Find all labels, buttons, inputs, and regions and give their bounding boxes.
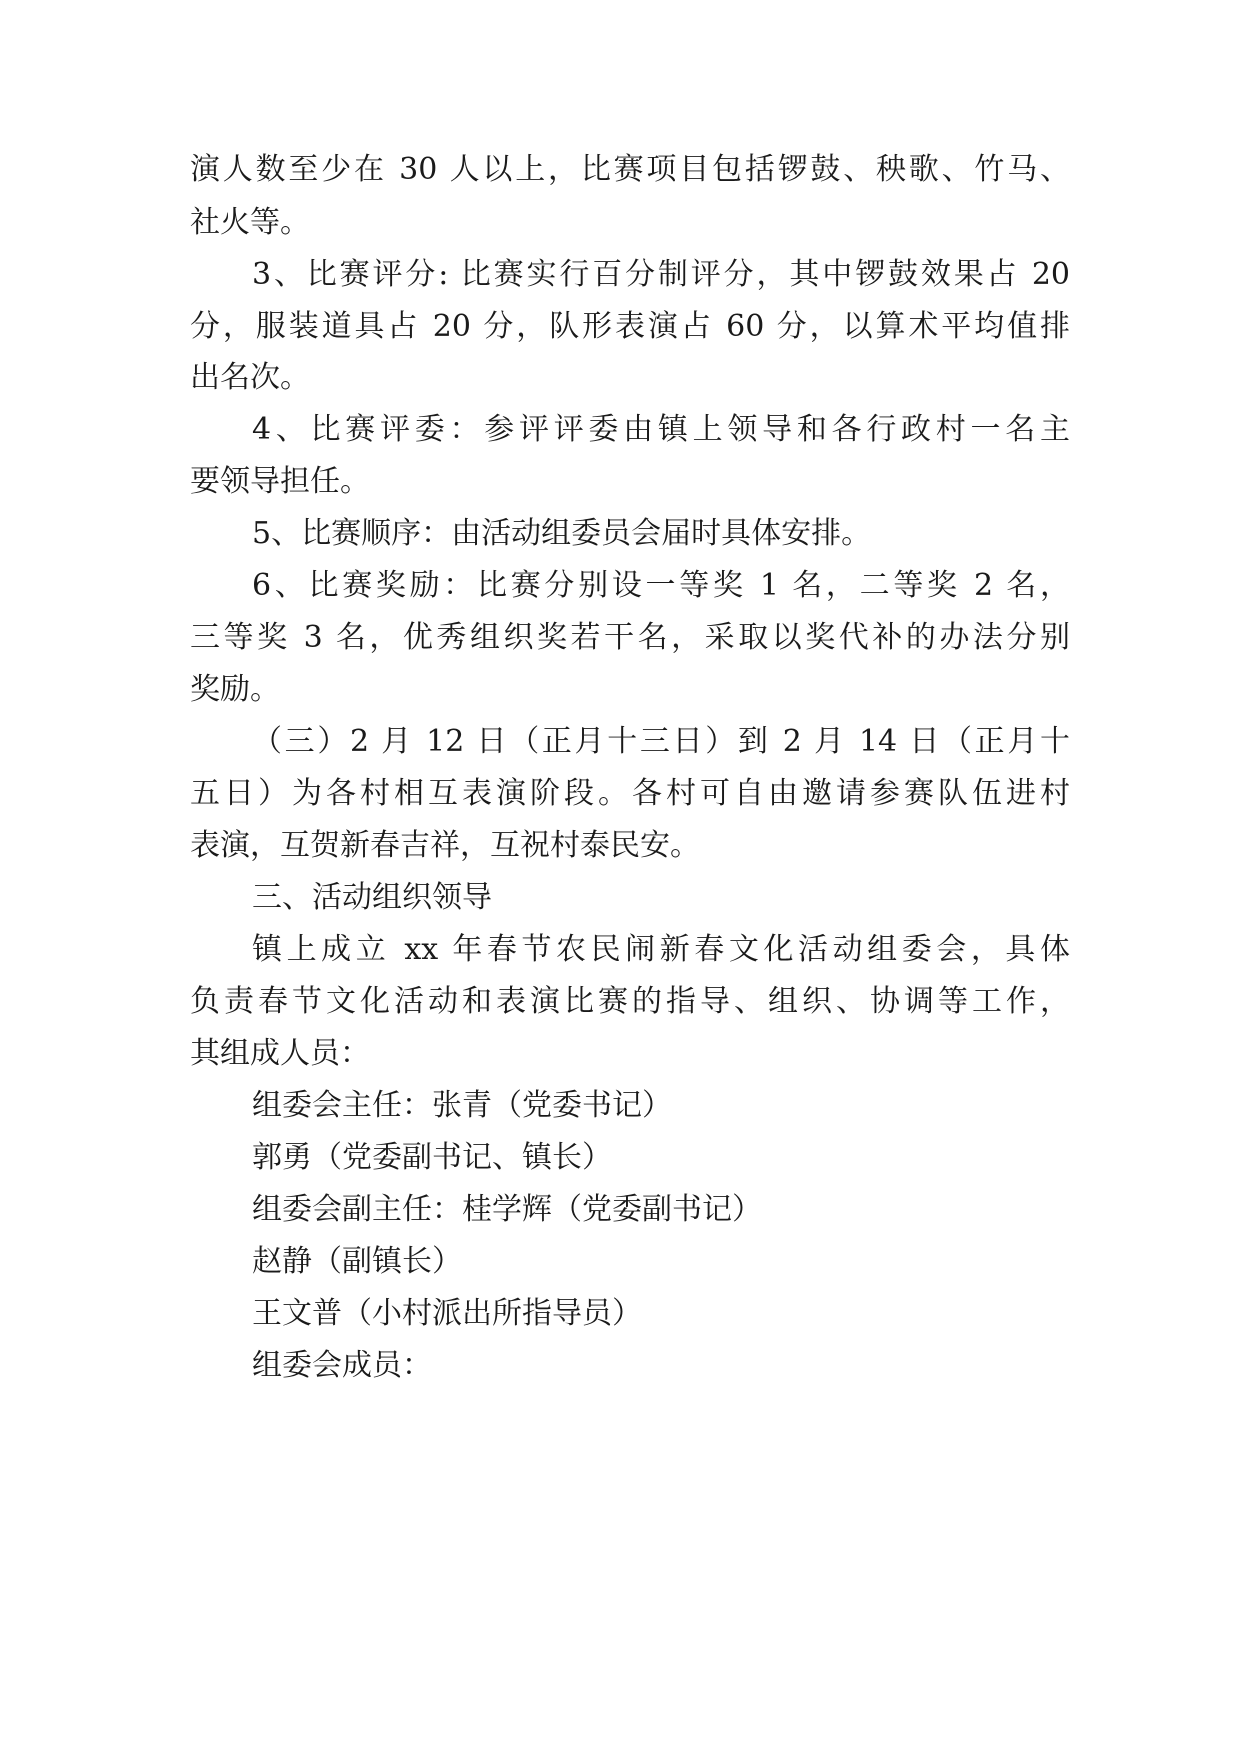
organization-line-3: 其组成人员： [190, 1036, 370, 1071]
judges-line-1: 4、比赛评委：参评评委由镇上领导和各行政村一名主 [252, 412, 1070, 447]
stage-three-line-2: 五日）为各村相互表演阶段。各村可自由邀请参赛队伍进村 [190, 776, 1070, 811]
scoring-line-3: 出名次。 [190, 360, 310, 395]
scoring-line-2: 分，服装道具占 20 分，队形表演占 60 分，以算术平均值排 [190, 309, 1070, 344]
stage-three-line-1: （三）2 月 12 日（正月十三日）到 2 月 14 日（正月十 [252, 724, 1070, 759]
awards-line-1: 6、比赛奖励：比赛分别设一等奖 1 名，二等奖 2 名， [252, 568, 1070, 603]
member-line-zhao: 赵静（副镇长） [252, 1244, 462, 1279]
paragraph-line-2: 社火等。 [190, 205, 310, 240]
members-heading: 组委会成员： [252, 1348, 432, 1383]
member-line-guo: 郭勇（党委副书记、镇长） [252, 1140, 612, 1175]
awards-line-2: 三等奖 3 名，优秀组织奖若干名，采取以奖代补的办法分别 [190, 620, 1070, 655]
stage-three-line-3: 表演，互贺新春吉祥，互祝村泰民安。 [190, 828, 700, 863]
deputy-director-line: 组委会副主任：桂学辉（党委副书记） [252, 1192, 762, 1227]
paragraph-line-1: 演人数至少在 30 人以上，比赛项目包括锣鼓、秧歌、竹马、 [190, 152, 1070, 187]
awards-line-3: 奖励。 [190, 672, 280, 707]
scoring-line-1: 3、比赛评分: 比赛实行百分制评分，其中锣鼓效果占 20 [252, 257, 1070, 292]
director-line: 组委会主任：张青（党委书记） [252, 1088, 672, 1123]
member-line-wang: 王文普（小村派出所指导员） [252, 1296, 642, 1331]
organization-line-1: 镇上成立 xx 年春节农民闹新春文化活动组委会，具体 [252, 932, 1070, 967]
order-line: 5、比赛顺序：由活动组委员会届时具体安排。 [252, 516, 872, 551]
section-heading: 三、活动组织领导 [252, 880, 492, 915]
organization-line-2: 负责春节文化活动和表演比赛的指导、组织、协调等工作， [190, 984, 1070, 1019]
judges-line-2: 要领导担任。 [190, 464, 370, 499]
